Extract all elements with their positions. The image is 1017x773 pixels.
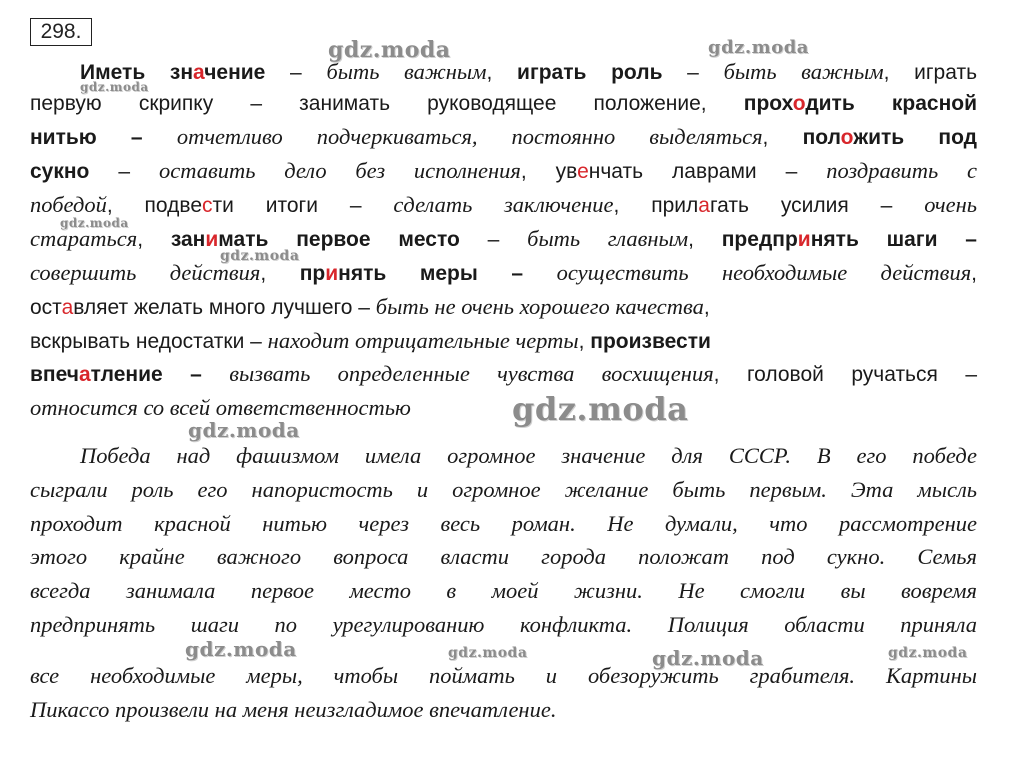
separator	[202, 363, 229, 386]
idiom-term: сукно	[30, 160, 90, 183]
stressed-letter: а	[698, 194, 710, 217]
stressed-letter: о	[840, 126, 854, 149]
watermark: gdz.moda	[60, 216, 129, 230]
stressed-letter: а	[78, 363, 91, 386]
stressed-letter: с	[202, 194, 213, 217]
watermark: gdz.moda	[448, 645, 528, 661]
watermark: gdz.moda	[888, 645, 968, 661]
separator: ,	[260, 262, 300, 285]
idiom-term: предпр	[721, 228, 798, 251]
idiom-term: произвести	[590, 330, 711, 353]
idiom-term: пол	[802, 126, 841, 149]
idiom-term: тление –	[90, 363, 202, 386]
text-line	[30, 291, 977, 323]
idiom-term: играть роль	[517, 61, 663, 84]
watermark: gdz.moda	[708, 37, 809, 58]
separator: ,	[971, 262, 977, 285]
stressed-letter: а	[193, 61, 205, 84]
separator: ,	[703, 296, 710, 319]
idiom-meaning: относится со всей ответственностью	[30, 395, 411, 420]
text-line	[30, 392, 977, 424]
exercise-number: 298.	[30, 18, 92, 46]
idiom-meaning: осуществить необходимые действия	[556, 260, 972, 285]
idiom-term: нять шаги –	[810, 228, 977, 251]
idiom-meaning: быть важным	[326, 59, 487, 84]
idiom-term: прох	[743, 92, 793, 115]
example-line: Пикассо произвели на меня неизгладимое впечатление.	[30, 697, 557, 722]
separator: ,	[762, 126, 803, 149]
plain-text: , головой ручаться –	[713, 363, 978, 386]
text-line	[30, 155, 977, 187]
plain-text: вскрывать недостатки –	[30, 330, 268, 353]
plain-text: , подве	[106, 194, 203, 217]
plain-text: первую скрипку – занимать руководящее положение,	[30, 92, 744, 115]
idiom-meaning: вызвать определенные чувства восхищения	[229, 361, 714, 386]
idiom-meaning: победой	[30, 192, 107, 217]
idiom-meaning: быть важным	[723, 59, 884, 84]
watermark: gdz.moda	[185, 637, 297, 661]
watermark: gdz.moda	[80, 80, 149, 94]
idiom-term: впеч	[30, 363, 79, 386]
watermark: gdz.moda	[220, 248, 300, 264]
idiom-term: чение	[204, 61, 266, 84]
stressed-letter: о	[792, 92, 806, 115]
idiom-term: дить красной	[805, 92, 978, 115]
idiom-meaning: стараться	[30, 226, 138, 251]
plain-text: нчать лаврами –	[588, 160, 827, 183]
text-line	[30, 189, 977, 221]
idiom-term: жить под	[853, 126, 977, 149]
example-line: предпринять шаги по урегулированию конфликта. Полиция области приняла	[30, 612, 977, 637]
idiom-term: нитью –	[30, 126, 177, 149]
idiom-meaning: оставить дело без исполнения	[158, 158, 521, 183]
plain-text: , играть	[883, 61, 978, 84]
example-line: проходит красной нитью через весь роман. Не думали, что рассмотрение	[30, 511, 977, 536]
idiom-term: нять меры –	[338, 262, 524, 285]
idiom-term: зан	[170, 228, 206, 251]
example-line: всегда занимала первое место в моей жизни. Не смогли вы вовремя	[30, 578, 977, 603]
text-line	[30, 257, 977, 289]
example-line: Победа над фашизмом имела огромное значение для СССР. В его победе	[80, 443, 977, 468]
plain-text: ост	[30, 296, 62, 319]
text-line	[30, 325, 977, 357]
example-line: сыграли роль его напористость и огромное желание быть первым. Эта мысль	[30, 477, 977, 502]
stressed-letter: а	[61, 296, 74, 319]
stressed-letter: и	[205, 228, 219, 251]
text-line	[30, 121, 977, 153]
idiom-meaning: поздравить с	[826, 158, 977, 183]
idiom-meaning: отчетливо подчеркиваться, постоянно выделяться	[176, 124, 763, 149]
plain-text: гать усилия –	[709, 194, 925, 217]
plain-text: ти итоги –	[212, 194, 394, 217]
separator: ,	[137, 228, 171, 251]
idiom-meaning: сделать заключение	[393, 192, 614, 217]
dash: –	[662, 61, 724, 84]
idiom-meaning: быть не очень хорошего качества	[375, 294, 704, 319]
idiom-term: мать первое место	[218, 228, 460, 251]
plain-text: , ув	[520, 160, 578, 183]
plain-text: , прил	[613, 194, 699, 217]
watermark: gdz.moda	[512, 390, 689, 428]
text-line	[80, 56, 977, 88]
dash: –	[89, 160, 159, 183]
watermark: gdz.moda	[328, 37, 451, 63]
idiom-term: Иметь зн	[80, 61, 194, 84]
text-line	[30, 358, 977, 390]
example-line: этого крайне важного вопроса власти города положат под сукно. Семья	[30, 544, 977, 569]
separator: ,	[688, 228, 722, 251]
separator	[523, 262, 557, 285]
stressed-letter: и	[325, 262, 339, 285]
watermark: gdz.moda	[188, 418, 300, 442]
stressed-letter: и	[797, 228, 811, 251]
idiom-meaning: находит отрицательные черты	[267, 328, 579, 353]
idiom-meaning: очень	[924, 192, 977, 217]
text-line	[30, 88, 977, 120]
stressed-letter: е	[577, 160, 589, 183]
idiom-meaning: быть главным	[527, 226, 689, 251]
separator: ,	[486, 61, 518, 84]
watermark: gdz.moda	[652, 646, 764, 670]
text-line	[30, 223, 977, 255]
idiom-term: пр	[299, 262, 326, 285]
example-line: все необходимые меры, чтобы поймать и обезоружить грабителя. Картины	[30, 663, 977, 688]
separator: ,	[578, 330, 591, 353]
dash: –	[265, 61, 327, 84]
plain-text: вляет желать много лучшего –	[73, 296, 376, 319]
idiom-meaning: совершить действия	[30, 260, 261, 285]
dash: –	[459, 228, 528, 251]
